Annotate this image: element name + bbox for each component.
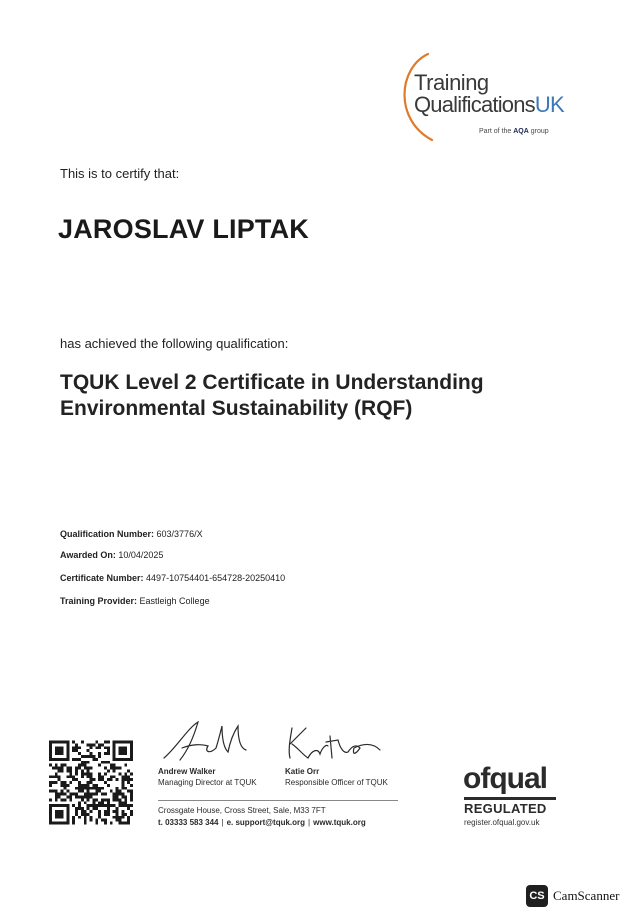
logo-subtitle (479, 128, 549, 135)
logo-sub-brand: AQA (513, 128, 529, 135)
detail-value: Eastleigh College (139, 596, 210, 606)
detail-value: 603/3776/X (156, 529, 203, 539)
achieved-text: has achieved the following qualification: (60, 336, 289, 351)
signatory-role: Responsible Officer of TQUK (285, 778, 388, 787)
qualification-title: TQUK Level 2 Certificate in Understanding Environmental Sustainability (RQF) (60, 371, 484, 420)
contact-phone: t. 03333 583 344 (158, 818, 219, 827)
detail-label: Training Provider: (60, 596, 138, 606)
recipient-name: JAROSLAV LIPTAK (58, 214, 310, 244)
logo-qualifications: Qualifications (414, 92, 535, 117)
detail-awarded-on (60, 550, 163, 560)
contact-line (158, 818, 366, 827)
detail-qualification-number (60, 529, 203, 539)
logo-line-2 (414, 92, 564, 118)
detail-label: Qualification Number: (60, 529, 155, 539)
detail-value: 4497-10754401-654728-20250410 (146, 573, 286, 583)
camscanner-watermark (526, 884, 619, 908)
camscanner-label: CamScanner (553, 888, 620, 903)
ofqual-bar (464, 797, 556, 800)
signature-andrew-walker (158, 718, 248, 766)
camscanner-icon: CS (526, 885, 548, 907)
detail-label: Awarded On: (60, 550, 116, 560)
logo-uk: UK (534, 92, 564, 117)
detail-value: 10/04/2025 (118, 550, 164, 560)
detail-certificate-number (60, 573, 285, 583)
ofqual-logo: ofqual (463, 762, 547, 795)
contact-separator: | (221, 818, 224, 827)
signatory-role: Managing Director at TQUK (158, 778, 257, 787)
contact-email[interactable]: e. support@tquk.org (226, 818, 306, 827)
contact-website[interactable]: www.tquk.org (313, 818, 366, 827)
signature-katie-orr (282, 718, 382, 766)
logo-sub-prefix: Part of the (479, 128, 512, 135)
logo-sub-suffix: group (530, 128, 549, 135)
signatory-name: Andrew Walker (158, 767, 216, 776)
qr-code[interactable] (49, 738, 133, 827)
logo-line-1: Training (414, 70, 489, 95)
address: Crossgate House, Cross Street, Sale, M33 7FT (158, 806, 326, 815)
detail-training-provider (60, 596, 210, 606)
certify-text: This is to certify that: (60, 166, 180, 181)
ofqual-regulated: REGULATED (464, 801, 547, 816)
divider (158, 800, 398, 801)
signatory-name: Katie Orr (285, 767, 320, 776)
ofqual-register-link[interactable]: register.ofqual.gov.uk (464, 818, 540, 827)
detail-label: Certificate Number: (60, 573, 144, 583)
contact-separator: | (308, 818, 311, 827)
